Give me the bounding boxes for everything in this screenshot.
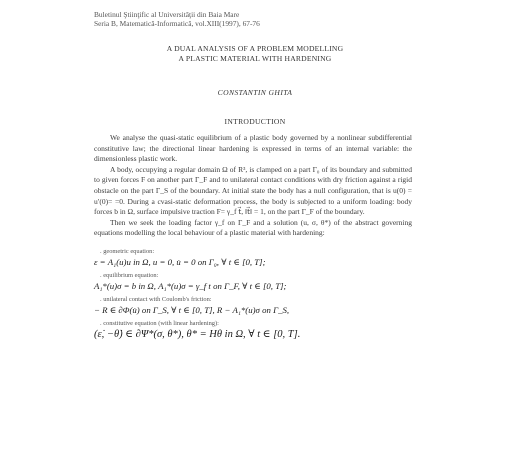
journal-series: Seria B, Matematică-Informatică, vol.XIII(1997), 67-76 — [94, 19, 260, 28]
equation-label-geometric: . geometric equation: — [100, 247, 155, 255]
section-heading: INTRODUCTION — [224, 117, 286, 126]
author-name: CONSTANTIN GHITA — [217, 88, 293, 97]
paper-body — [94, 133, 412, 341]
equation-label-constitutive: . constitutive equation (with linear hardening): — [100, 319, 219, 327]
paper-title-line-2: A PLASTIC MATERIAL WITH HARDENING — [178, 54, 332, 63]
paragraph-intro: We analyse the quasi-static equilibrium of a plastic body governed by a nonlinear subdifferential constitutive law; the directional linear hardening is expressed in terms of an internal variable: the dimensionless plastic work. — [94, 133, 412, 164]
equation-equilibrium: A₁*(u)σ = b in Ω, A₁*(u)σ = γ_f t on Γ_F, ∀ t ∈ [0, T]; — [94, 280, 287, 291]
equation-contact: − R ∈ ∂Φ(u̇) on Γ_S, ∀ t ∈ [0, T], R − A₁*(u)σ on Γ_S, — [94, 304, 290, 315]
journal-header — [94, 10, 260, 28]
paper-title — [0, 44, 510, 64]
paragraph-problem-statement: Then we seek the loading factor γ_f on Γ_F and a solution (u, σ, θ*) of the abstract governing equations modelling the local behaviour of a plastic material with hardening: — [94, 217, 412, 238]
equation-label-contact: . unilateral contact with Coulomb's friction: — [100, 295, 212, 303]
equation-constitutive: (ε̇, −θ̇) ∈ ∂Ψ*(σ, θ*), θ* = Hθ in Ω, ∀ t ∈ [0, T]. — [94, 328, 301, 340]
equation-label-equilibrium: . equilibrium equation: — [100, 271, 159, 279]
paper-title-line-1: A DUAL ANALYSIS OF A PROBLEM MODELLING — [166, 44, 344, 53]
journal-name: Buletinul Ştiinţific al Universităţii din Baia Mare — [94, 10, 240, 19]
paragraph-body-description: A body, occupying a regular domain Ω of R³, is clamped on a part Γ₀ of its boundary and submitted to given forces F on another part Γ_F and to unilateral contact conditions with dry friction against a rigid obstacle on the part Γ_S of the boundary. At initial state the body has a null configuration, that is u(0) = u′(0)= =0. During a cvasi-static deformation process, the body is subjected to a uniform loading: body forces b in Ω, surface impulsive traction F= γ_f t⃗, ‖t⃗‖ = 1, on the part Γ_F of the boundary. — [94, 164, 412, 217]
equation-geometric: ε = A₁(u)u in Ω, u = 0, u̇ = 0 on Γ₀, ∀ t ∈ [0, T]; — [94, 256, 266, 267]
